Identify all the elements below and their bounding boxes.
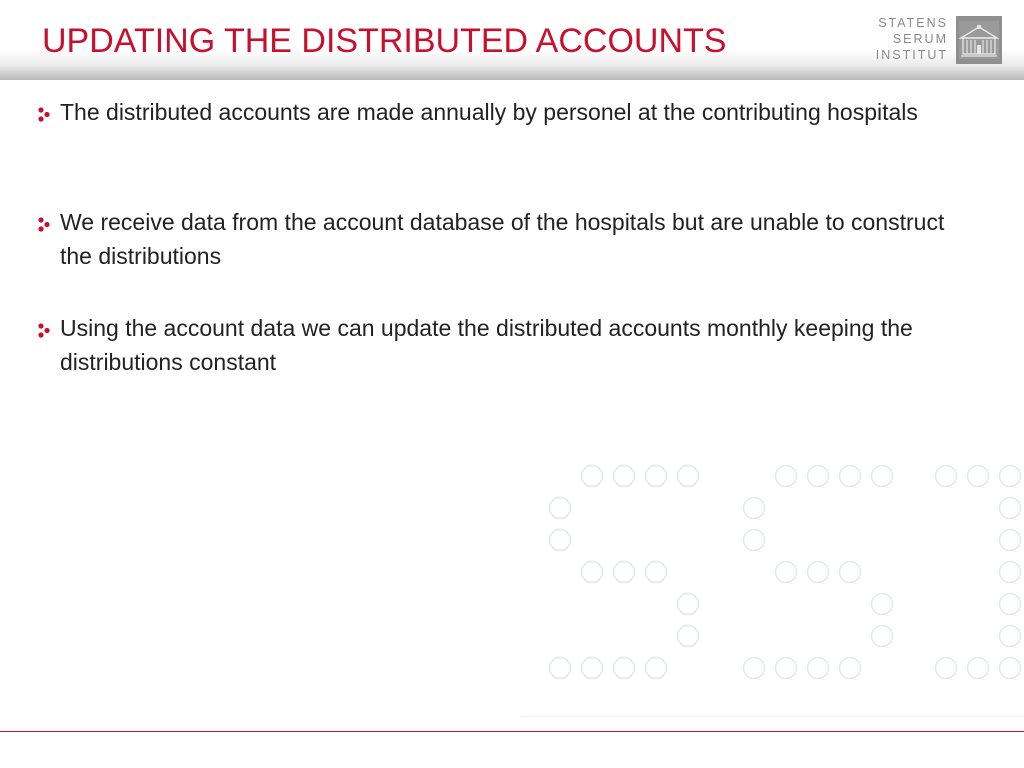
- watermark-dot: [872, 466, 893, 487]
- logo-line-3: INSTITUT: [875, 48, 948, 62]
- watermark-dot: [582, 562, 603, 583]
- watermark-dot: [936, 658, 957, 679]
- bullet-item-2: [36, 205, 980, 273]
- logo-wordmark: [862, 15, 948, 63]
- watermark-dot: [678, 466, 699, 487]
- logo-line-2: SERUM: [892, 32, 948, 46]
- watermark-dot: [1000, 626, 1021, 647]
- watermark-dot: [1000, 658, 1021, 679]
- logo-line-1: STATENS: [878, 16, 948, 30]
- watermark-dot: [646, 466, 667, 487]
- watermark-dot: [614, 658, 635, 679]
- watermark-dot: [744, 530, 765, 551]
- watermark-dot: [550, 530, 571, 551]
- watermark-dot: [808, 562, 829, 583]
- watermark-dot: [678, 626, 699, 647]
- watermark-dot: [968, 658, 989, 679]
- watermark-dot: [614, 466, 635, 487]
- ssi-watermark-icon: [520, 456, 1024, 718]
- watermark-dot: [936, 466, 957, 487]
- watermark-dot: [1000, 530, 1021, 551]
- watermark-dot: [582, 658, 603, 679]
- bullet-marker-icon: [36, 95, 60, 129]
- watermark-dot: [744, 658, 765, 679]
- bullet-marker-icon: [36, 205, 60, 239]
- watermark-dot: [808, 466, 829, 487]
- watermark-dot: [840, 658, 861, 679]
- watermark-dot: [808, 658, 829, 679]
- watermark-dot: [968, 466, 989, 487]
- bullet-text: We receive data from the account database of the hospitals but are unable to construct the distributions: [60, 209, 945, 269]
- watermark-dot: [646, 658, 667, 679]
- watermark-dot: [872, 626, 893, 647]
- watermark-dot: [1000, 562, 1021, 583]
- watermark-baseline: [522, 716, 1024, 717]
- watermark-dot: [776, 658, 797, 679]
- bullet-item-1: [36, 95, 980, 129]
- footer-divider: [0, 731, 1024, 732]
- bullet-item-3: [36, 311, 980, 379]
- watermark-dot: [872, 594, 893, 615]
- watermark-dot: [678, 594, 699, 615]
- watermark-dot: [1000, 594, 1021, 615]
- watermark-dot: [550, 498, 571, 519]
- watermark-dot: [1000, 498, 1021, 519]
- watermark-dot: [614, 562, 635, 583]
- watermark-dot: [1000, 466, 1021, 487]
- watermark-dot: [840, 466, 861, 487]
- bullet-marker-icon: [36, 311, 60, 345]
- watermark-dot: [646, 562, 667, 583]
- watermark-dot: [582, 466, 603, 487]
- watermark-dot: [776, 562, 797, 583]
- watermark-dot: [776, 466, 797, 487]
- bullet-text: Using the account data we can update the distributed accounts monthly keeping the distributions constant: [60, 315, 913, 375]
- building-icon: [956, 16, 1002, 64]
- watermark-dot: [840, 562, 861, 583]
- watermark-dot: [744, 498, 765, 519]
- bullet-text: The distributed accounts are made annually by personel at the contributing hospitals: [60, 99, 918, 125]
- watermark-dot: [550, 658, 571, 679]
- slide-header: [0, 0, 1024, 80]
- slide-title: UPDATING THE DISTRIBUTED ACCOUNTS: [42, 22, 727, 60]
